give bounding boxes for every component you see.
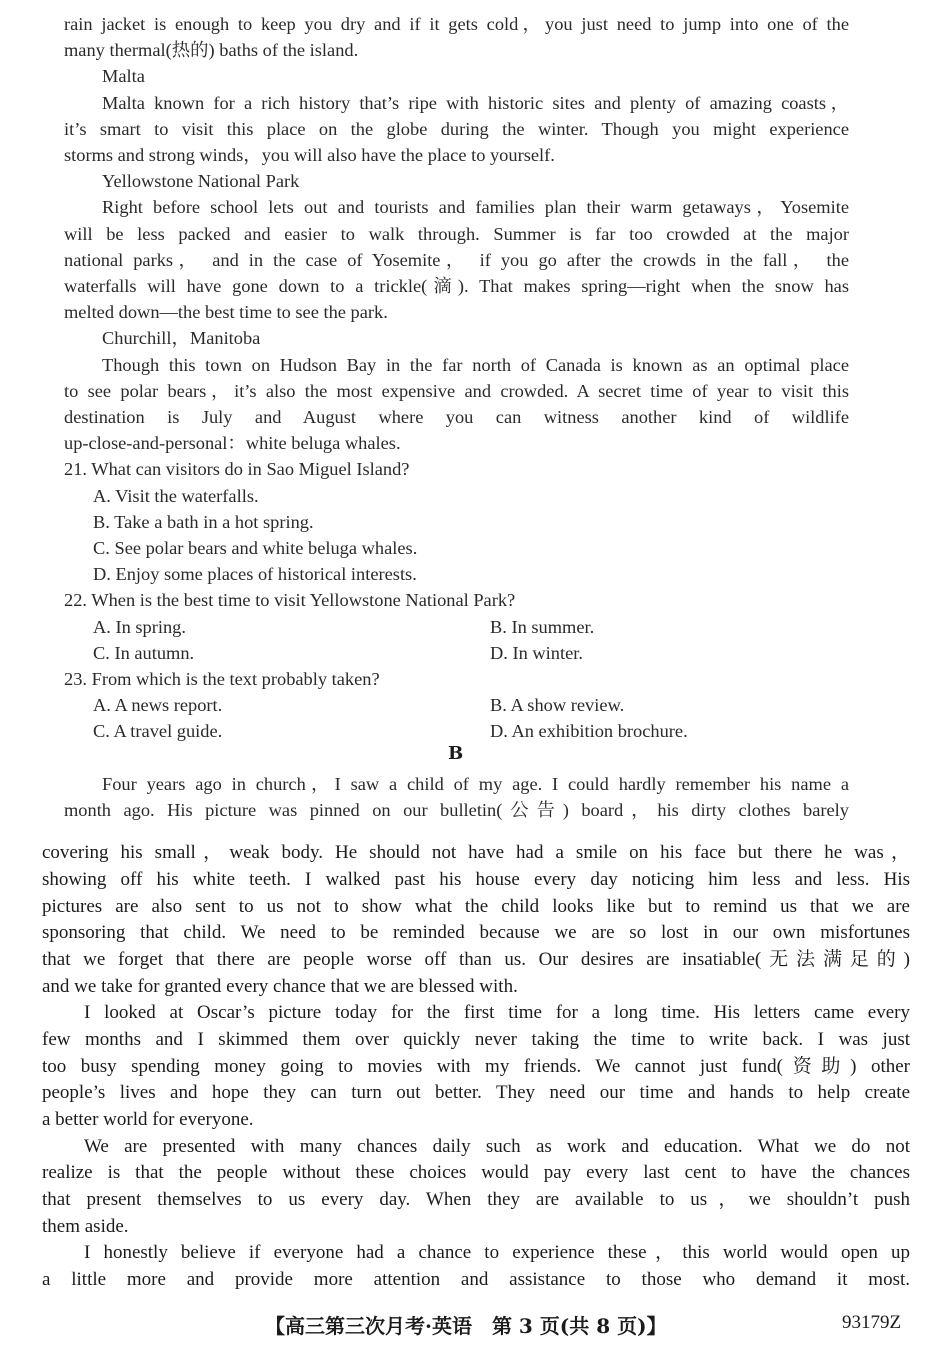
option-b: B. In summer. (490, 617, 595, 637)
passage-b-line: a better world for everyone. (42, 1109, 254, 1130)
passage-b-line: month ago. His picture was pinned on our bulletin(公告) board，his dirty clothes barely (64, 800, 849, 820)
passage-a-line: up-close-and-personal：white beluga whales. (64, 433, 401, 453)
passage-b-line: pictures are also sent to us not to show what the child looks like but to remind us that we are (42, 896, 910, 917)
passage-b-line: a little more and provide more attention and assistance to those who demand it most. (42, 1269, 910, 1290)
passage-a-line: rain jacket is enough to keep you dry and if it gets cold，you just need to jump into one of the (64, 14, 849, 34)
option-b: B. A show review. (490, 695, 625, 715)
option-c: C. A travel guide. (93, 721, 223, 741)
passage-b-line: I looked at Oscar’s picture today for the first time for a long time. His letters came every (84, 1002, 910, 1023)
passage-a-line: storms and strong winds，you will also have the place to yourself. (64, 145, 555, 165)
passage-a-line: destination is July and August where you can witness another kind of wildlife (64, 407, 849, 427)
option-d: D. Enjoy some places of historical interests. (93, 564, 417, 584)
passage-a-line: Malta known for a rich history that’s ripe with historic sites and plenty of amazing coasts， (102, 93, 849, 113)
passage-a-line: waterfalls will have gone down to a trickle(滴). That makes spring—right when the snow has (64, 276, 849, 296)
option-c: C. In autumn. (93, 643, 195, 663)
passage-b-line: them aside. (42, 1216, 129, 1237)
section-heading-malta: Malta (102, 66, 145, 86)
section-heading-churchill: Churchill，Manitoba (102, 328, 261, 348)
passage-b-line: people’s lives and hope they can turn out better. They need our time and hands to help create (42, 1082, 910, 1103)
passage-b-section (0, 840, 950, 1300)
passage-a-line: melted down—the best time to see the park. (64, 302, 388, 322)
question-stem: 22. When is the best time to visit Yellowstone National Park? (64, 590, 516, 610)
passage-b-line: too busy spending money going to movies with my friends. We cannot just fund(资助) other (42, 1056, 910, 1077)
page-footer (0, 1310, 950, 1340)
passage-a-line: national parks， and in the case of Yosemite， if you go after the crowds in the fall， the (64, 250, 849, 270)
passage-b-line: realize is that the people without these choices would pay every last cent to have the chances (42, 1162, 910, 1183)
section-heading-yellowstone: Yellowstone National Park (102, 171, 300, 191)
passage-b-line: few months and I skimmed them over quickly never taking the time to write back. I was just (42, 1029, 910, 1050)
passage-b-line: covering his small，weak body. He should not have had a smile on his face but there he was， (42, 842, 910, 863)
passage-a-line: Though this town on Hudson Bay in the far north of Canada is known as an optimal place (102, 355, 849, 375)
option-a: A. Visit the waterfalls. (93, 486, 259, 506)
passage-b-line: and we take for granted every chance that we are blessed with. (42, 976, 518, 997)
option-a: A. A news report. (93, 695, 223, 715)
passage-b-line: that we forget that there are people worse off than us. Our desires are insatiable(无法满足的) (42, 949, 910, 970)
passage-b-line: I honestly believe if everyone had a chance to experience these，this world would open up (84, 1242, 910, 1263)
option-c: C. See polar bears and white beluga whales. (93, 538, 418, 558)
option-b: B. Take a bath in a hot spring. (93, 512, 314, 532)
passage-b-heading: B (448, 743, 464, 764)
footer-code: 93179Z (842, 1312, 902, 1333)
passage-b-line: that present themselves to us every day. When they are available to us，we shouldn’t push (42, 1189, 910, 1210)
passage-b-line: sponsoring that child. We need to be reminded because we are so lost in our own misfortunes (42, 922, 910, 943)
passage-b-line: Four years ago in church，I saw a child of my age. I could hardly remember his name a (102, 774, 849, 794)
passage-a-line: Right before school lets out and tourists and families plan their warm getaways，Yosemite (102, 197, 849, 217)
footer-title: 【高三第三次月考·英语 第 3 页(共 8 页)】 (265, 1314, 667, 1338)
option-a: A. In spring. (93, 617, 186, 637)
passage-b-line: We are presented with many chances daily such as work and education. What we do not (84, 1136, 910, 1157)
option-d: D. An exhibition brochure. (490, 721, 688, 741)
passage-b-line: showing off his white teeth. I walked past his house every day noticing him less and less. His (42, 869, 910, 890)
passage-a-line: will be less packed and easier to walk through. Summer is far too crowded at the major (64, 224, 849, 244)
passage-a-line: to see polar bears，it’s also the most expensive and crowded. A secret time of year to visit this (64, 381, 849, 401)
passage-a-line: many thermal(热的) baths of the island. (64, 40, 359, 60)
question-stem: 23. From which is the text probably taken? (64, 669, 380, 689)
question-stem: 21. What can visitors do in Sao Miguel Island? (64, 459, 410, 479)
option-d: D. In winter. (490, 643, 583, 663)
passage-a-line: it’s smart to visit this place on the globe during the winter. Though you might experience (64, 119, 849, 139)
